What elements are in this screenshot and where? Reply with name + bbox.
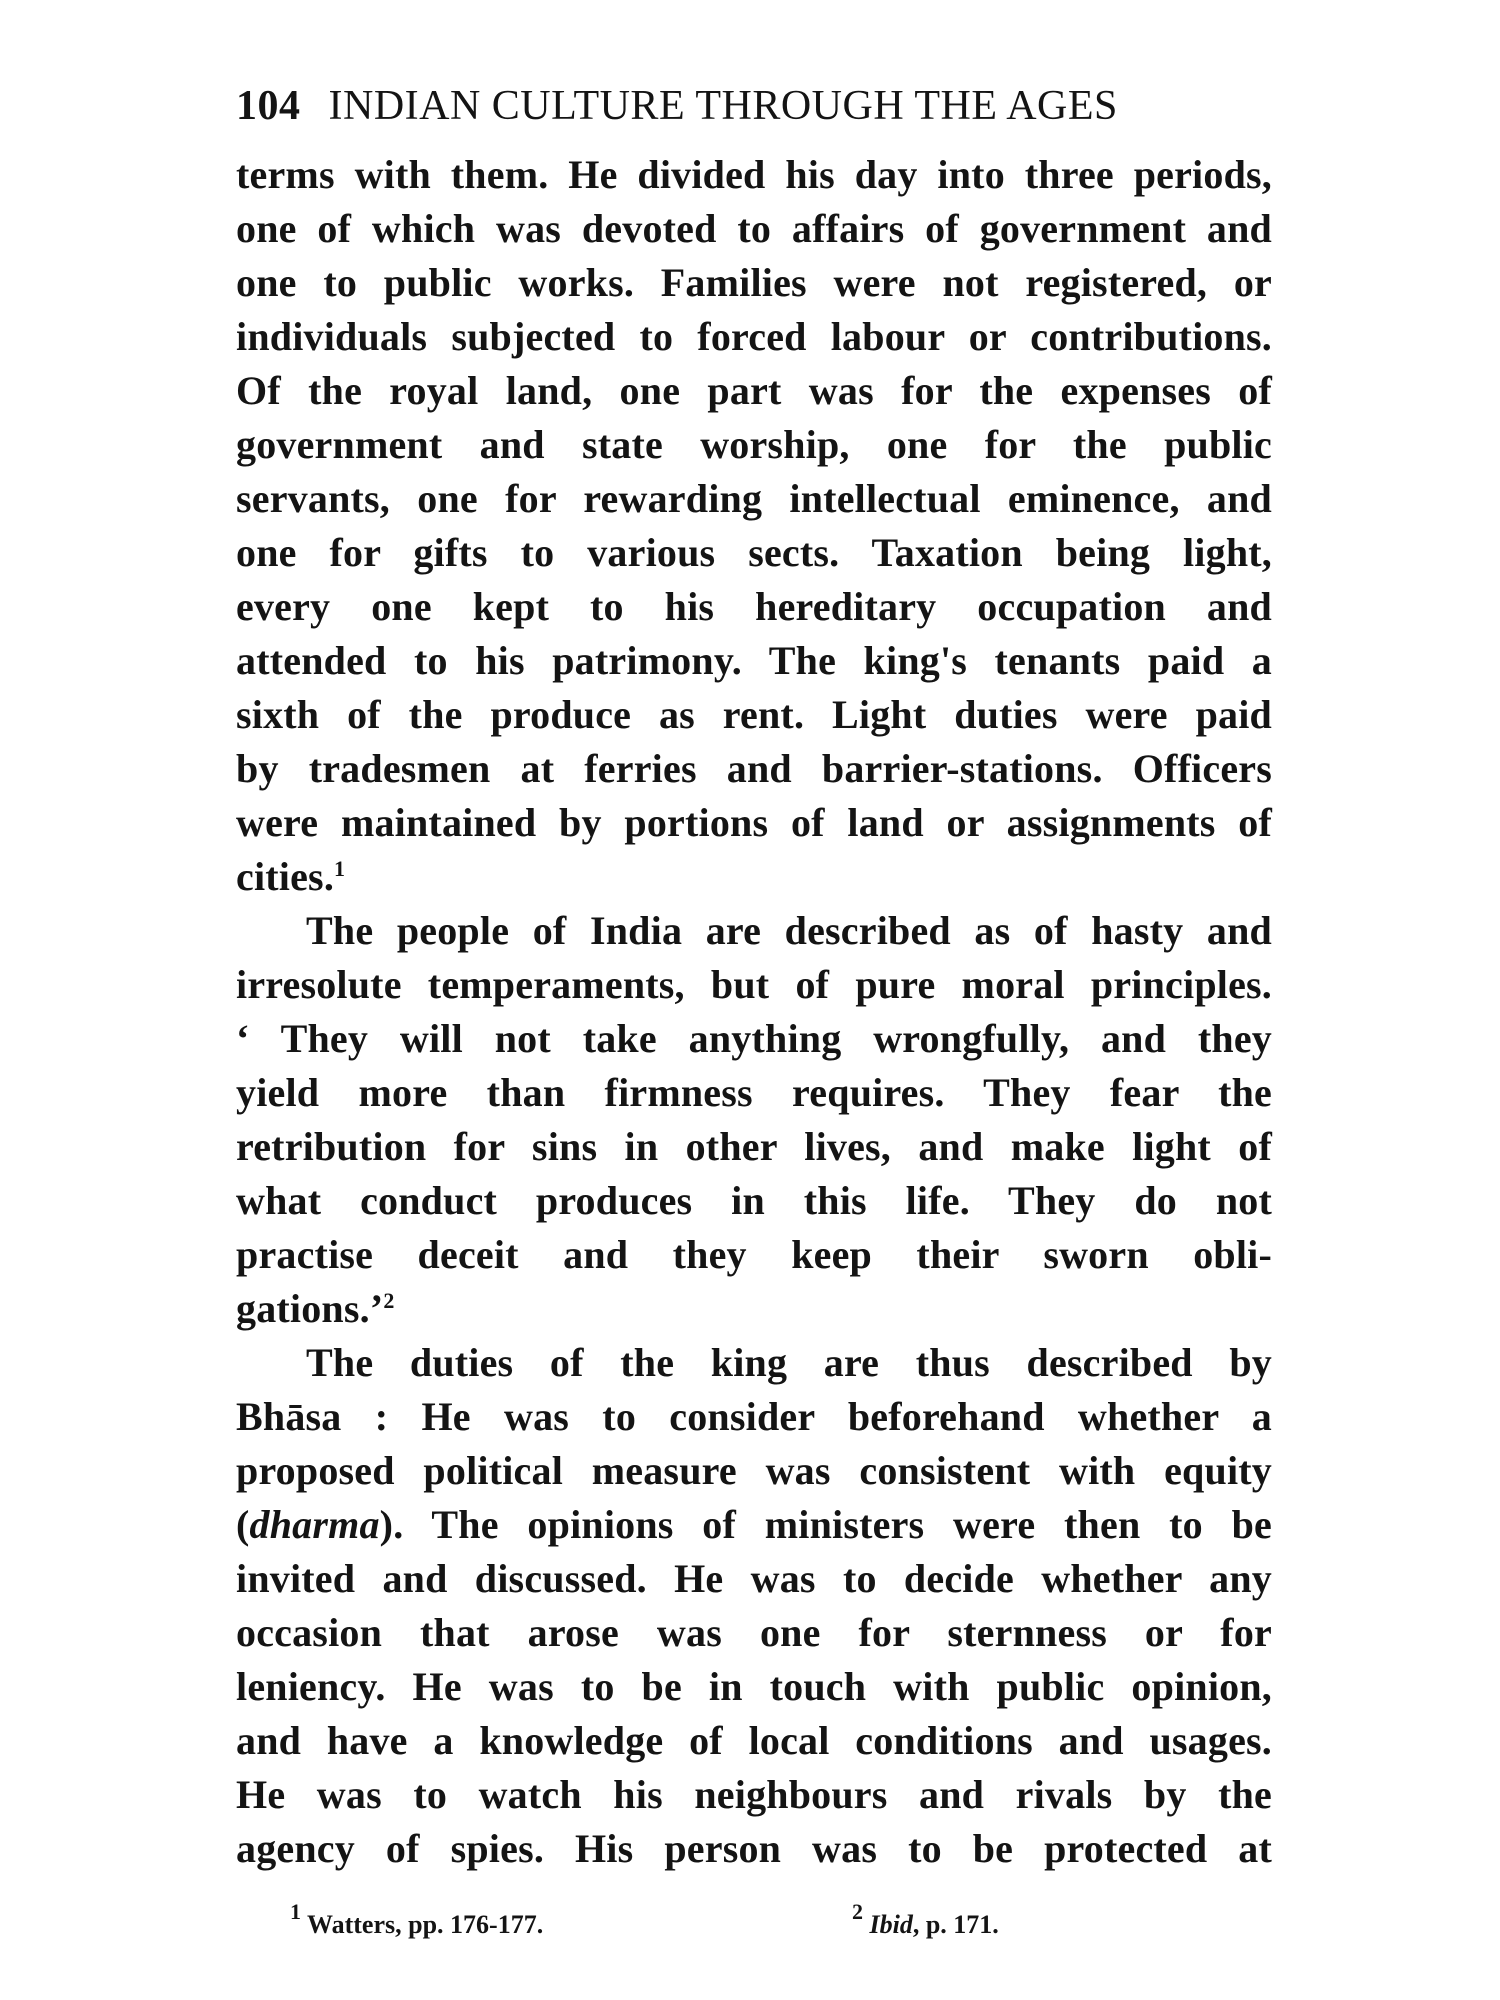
footnote-text: Watters, pp. 176-177. (307, 1910, 544, 1939)
footnote-italic: Ibid (869, 1910, 913, 1939)
text-line: Of the royal land, one part was for the expenses of (236, 368, 1272, 413)
text-line: were maintained by portions of land or assignments of (236, 800, 1272, 845)
text-line: one for gifts to various sects. Taxation being light, (236, 530, 1272, 575)
text-line-indented: The people of India are described as of hasty and (306, 908, 1272, 953)
footnote-mark: 1 (290, 1899, 301, 1924)
text-line: one to public works. Families were not registered, or (236, 260, 1272, 305)
line-text: ( (236, 1502, 250, 1547)
text-line: individuals subjected to forced labour or contributions. (236, 314, 1272, 359)
text-line: yield more than firmness requires. They fear the (236, 1070, 1272, 1115)
footnote-text: , p. 171. (912, 1910, 999, 1939)
footnotes (290, 1899, 1190, 1945)
text-line-indented: The duties of the king are thus described by (306, 1340, 1272, 1385)
text-line: government and state worship, one for the public (236, 422, 1272, 467)
footnote-ref-2[interactable]: 2 (383, 1288, 395, 1313)
text-line: attended to his patrimony. The king's tenants paid a (236, 638, 1272, 683)
footnote-1 (290, 1899, 544, 1945)
line-text: cities. (236, 854, 335, 899)
line-text: ). The opinions of ministers were then to be (379, 1502, 1272, 1547)
text-line: every one kept to his hereditary occupation and (236, 584, 1272, 629)
text-line: agency of spies. His person was to be protected at (236, 1826, 1272, 1871)
line-text: gations.’ (236, 1286, 384, 1331)
text-line: ‘ They will not take anything wrongfully, and they (236, 1016, 1272, 1061)
text-line: proposed political measure was consistent with equity (236, 1448, 1272, 1493)
footnote-mark: 2 (852, 1899, 863, 1924)
text-line: Bhāsa : He was to consider beforehand whether a (236, 1394, 1272, 1439)
text-line-last (236, 850, 1272, 904)
footnote-ref-1[interactable]: 1 (334, 856, 346, 881)
text-line: terms with them. He divided his day into three periods, (236, 152, 1272, 197)
text-line: invited and discussed. He was to decide whether any (236, 1556, 1272, 1601)
text-line: leniency. He was to be in touch with public opinion, (236, 1664, 1272, 1709)
text-line-with-italic (236, 1498, 1272, 1552)
text-line: He was to watch his neighbours and rivals by the (236, 1772, 1272, 1817)
italic-term: dharma (249, 1502, 380, 1547)
text-line: and have a knowledge of local conditions and usages. (236, 1718, 1272, 1763)
text-line: retribution for sins in other lives, and make light of (236, 1124, 1272, 1169)
text-line: servants, one for rewarding intellectual eminence, and (236, 476, 1272, 521)
body-text (236, 148, 1272, 1876)
text-line: occasion that arose was one for sternness or for (236, 1610, 1272, 1655)
text-line-last (236, 1282, 1272, 1336)
footnote-2 (852, 1899, 999, 1945)
text-line: sixth of the produce as rent. Light duties were paid (236, 692, 1272, 737)
text-line: irresolute temperaments, but of pure moral principles. (236, 962, 1272, 1007)
text-line: by tradesmen at ferries and barrier-stations. Officers (236, 746, 1272, 791)
text-line: practise deceit and they keep their sworn obli- (236, 1232, 1272, 1277)
running-title: INDIAN CULTURE THROUGH THE AGES (328, 83, 1118, 129)
text-line: what conduct produces in this life. They do not (236, 1178, 1272, 1223)
running-head (236, 78, 1276, 134)
text-line: one of which was devoted to affairs of government and (236, 206, 1272, 251)
page-number: 104 (236, 83, 301, 129)
